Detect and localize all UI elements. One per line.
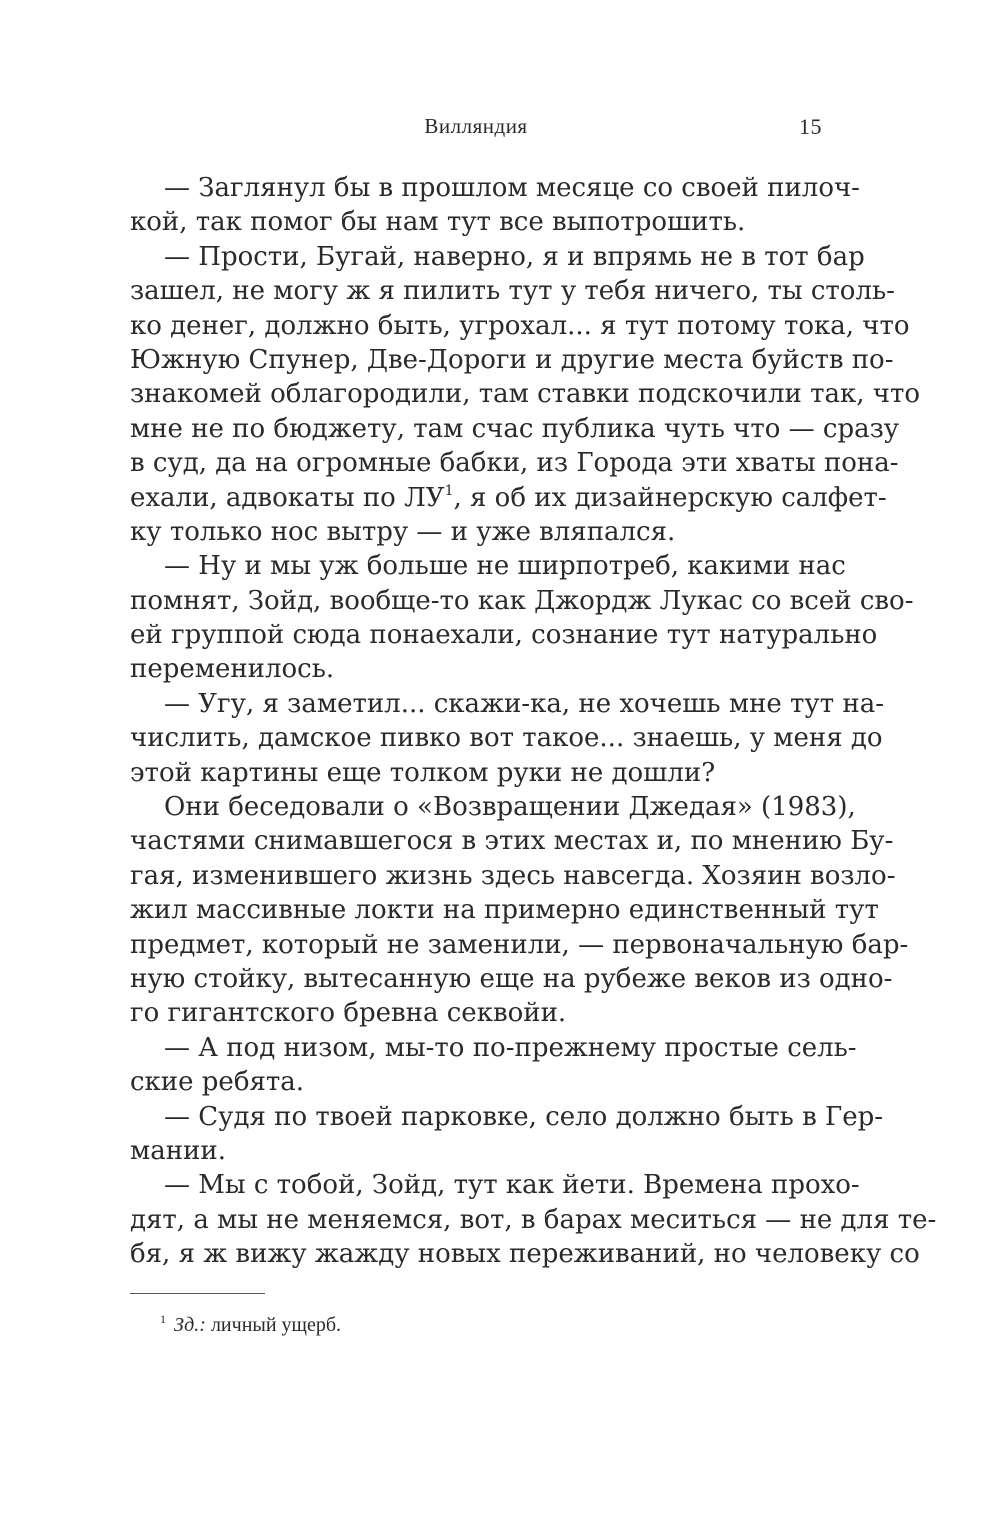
text-line: дят, а мы не меняемся, вот, в барах меситься — не для те-: [130, 1204, 937, 1235]
footnote: [160, 1305, 341, 1339]
text-line: знакомей облагородили, там ставки подскочили так, что: [130, 379, 921, 410]
text-line: помнят, Зойд, вообще-то как Джордж Лукас со всей сво-: [130, 585, 914, 616]
footnote-text: личный ущерб.: [205, 1314, 341, 1336]
text-line: гая, изменившего жизнь здесь навсегда. Хозяин возло-: [130, 860, 896, 891]
text-line: кой, так помог бы нам тут все выпотрошить.: [130, 207, 746, 238]
text-line: ей группой сюда понаехали, сознание тут натурально: [130, 620, 878, 651]
text-line: жил массивные локти на примерно единственный тут: [130, 895, 879, 926]
text-line: этой картины еще толком руки не дошли?: [130, 757, 716, 788]
text-line: ную стойку, вытесанную еще на рубеже веков из одно-: [130, 963, 893, 994]
text-line: — А под низом, мы-то по-прежнему простые сель-: [164, 1032, 857, 1063]
text-line: го гигантского бревна секвойи.: [130, 998, 567, 1029]
text-line: ко денег, должно быть, угрохал... я тут потому тока, что: [130, 310, 910, 341]
text-line: — Ну и мы уж больше не ширпотреб, какими нас: [164, 551, 846, 582]
page-number: 15: [799, 114, 822, 139]
text-line: частями снимавшегося в этих местах и, по мнению Бу-: [130, 826, 894, 857]
text-line: — Прости, Бугай, наверно, я и впрямь не в тот бар: [164, 241, 865, 272]
text-line: ку только нос вытру — и уже вляпался.: [130, 516, 676, 547]
text-line: бя, я ж вижу жажду новых переживаний, но человеку со: [130, 1239, 920, 1270]
text-line: числить, дамское пивко вот такое... знаешь, у меня до: [130, 723, 883, 754]
text-line: Они беседовали о «Возвращении Джедая» (1983),: [164, 792, 856, 823]
text-segment: , я об их дизайнерскую салфет-: [453, 482, 887, 513]
text-line: — Мы с тобой, Зойд, тут как йети. Времена прохо-: [164, 1170, 860, 1201]
text-line: ские ребята.: [130, 1067, 305, 1098]
text-line: Южную Спунер, Две-Дороги и другие места буйств по-: [130, 344, 894, 375]
text-line: предмет, который не заменили, — первоначальную бар-: [130, 929, 909, 960]
running-title: Вилляндия: [424, 114, 528, 138]
text-line: — Судя по твоей парковке, село должно быть в Гер-: [164, 1101, 884, 1132]
text-line: в суд, да на огромные бабки, из Города эти хваты пона-: [130, 448, 899, 479]
footnote-divider: [130, 1293, 265, 1294]
text-line: — Заглянул бы в прошлом месяце со своей пилоч-: [164, 173, 860, 203]
footnote-abbreviation: Зд.:: [174, 1314, 206, 1336]
text-line: зашел, не могу ж я пилить тут у тебя ничего, ты столь-: [130, 276, 895, 307]
footnote-marker: 1: [160, 1312, 166, 1326]
text-segment: ехали, адвокаты по ЛУ: [130, 482, 445, 513]
text-line: мне не по бюджету, там счас публика чуть что — сразу: [130, 413, 900, 444]
body-text: [130, 171, 937, 1272]
text-line: — Угу, я заметил... скажи-ка, не хочешь мне тут на-: [164, 688, 884, 719]
text-line: мании.: [130, 1135, 226, 1166]
footnote-reference[interactable]: 1: [444, 482, 454, 499]
text-line: переменилось.: [130, 654, 335, 685]
running-head: [130, 114, 822, 144]
text-line-with-note: [130, 481, 887, 515]
